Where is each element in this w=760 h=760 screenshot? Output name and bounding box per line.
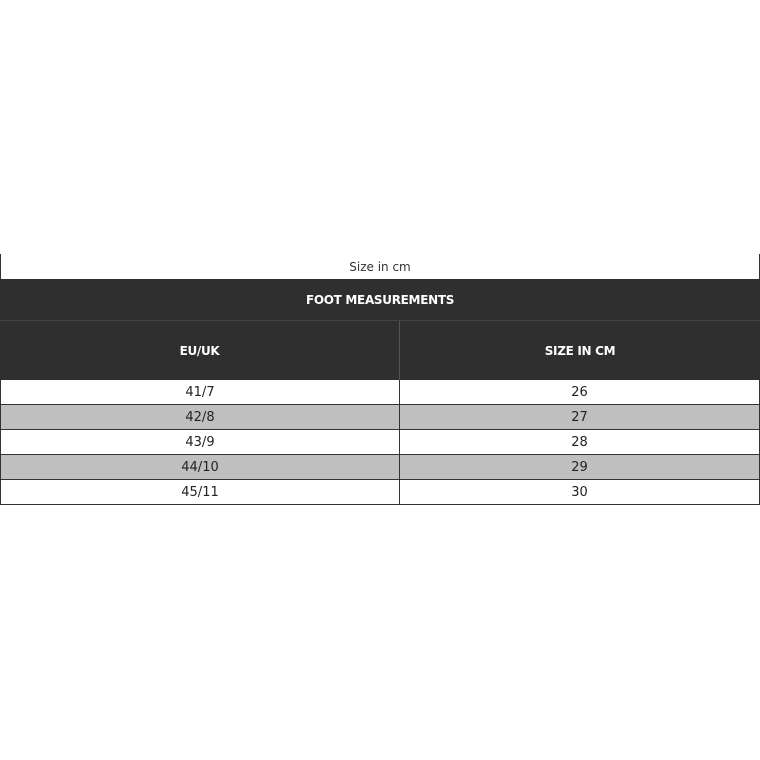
table-caption: Size in cm — [0, 254, 760, 279]
eu-uk-cell: 41/7 — [1, 380, 400, 404]
table-row — [0, 480, 760, 505]
table-row — [0, 405, 760, 430]
eu-uk-cell: 42/8 — [1, 405, 400, 429]
size-cm-cell: 27 — [571, 409, 588, 425]
eu-uk-cell: 45/11 — [1, 480, 400, 504]
size-chart-table — [0, 254, 760, 505]
size-cm-cell: 29 — [571, 459, 588, 475]
table-row — [0, 380, 760, 405]
column-header-size-in-cm: SIZE IN CM — [544, 343, 616, 358]
table-header-row — [0, 321, 760, 380]
size-cm-cell: 30 — [571, 484, 588, 500]
table-row — [0, 455, 760, 480]
column-header-eu-uk: EU/UK — [0, 321, 400, 380]
size-cm-cell: 28 — [571, 434, 588, 450]
table-row — [0, 430, 760, 455]
table-title: FOOT MEASUREMENTS — [0, 279, 760, 321]
eu-uk-cell: 44/10 — [1, 455, 400, 479]
size-cm-cell: 26 — [571, 384, 588, 400]
eu-uk-cell: 43/9 — [1, 430, 400, 454]
